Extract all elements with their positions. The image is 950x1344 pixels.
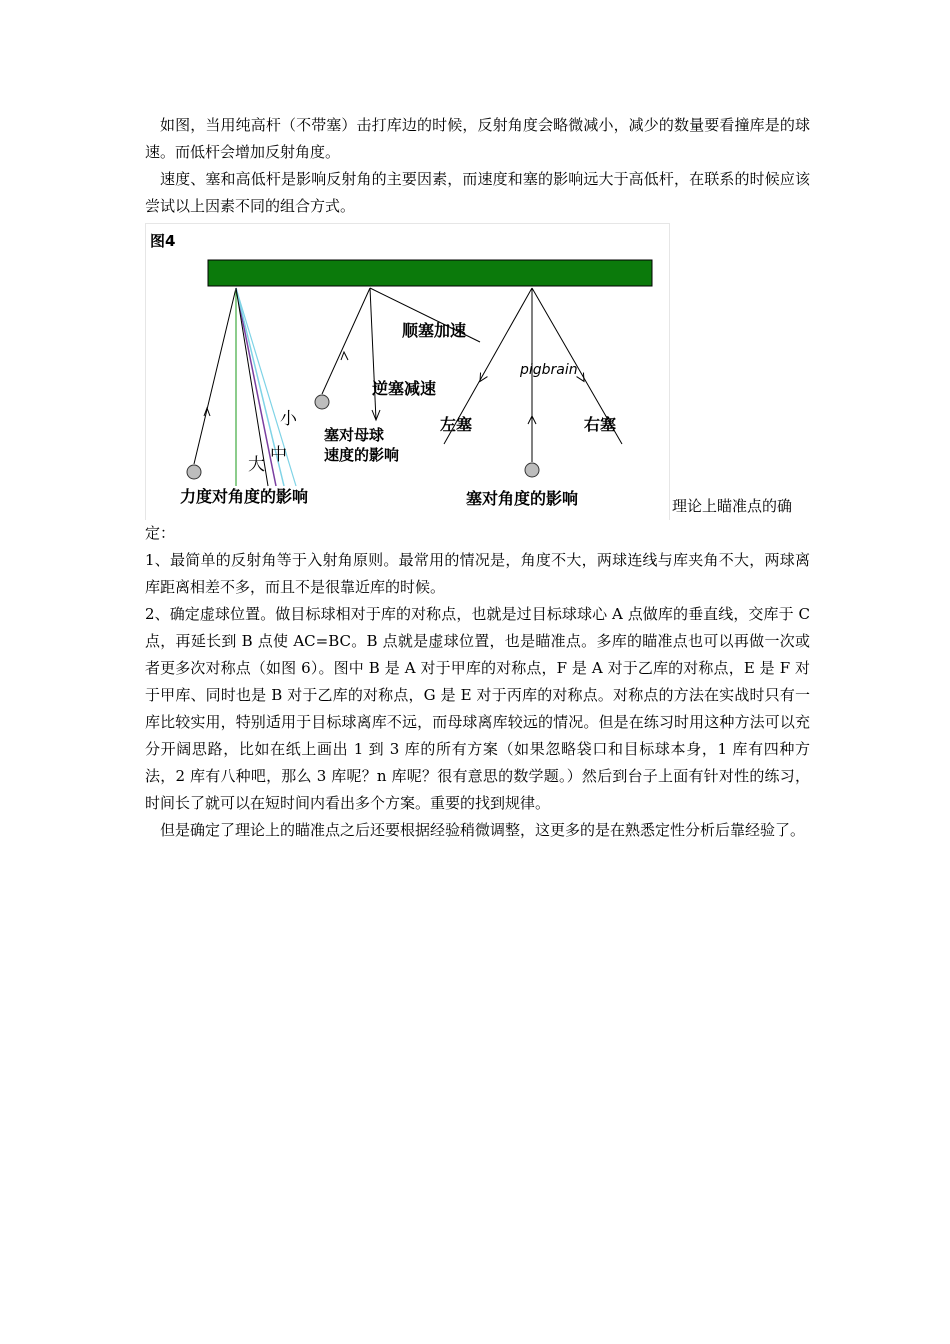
incoming-line-1	[194, 288, 236, 464]
figure-4	[145, 223, 670, 520]
paragraph-aim-point-head: 理论上瞄准点的确	[672, 497, 793, 515]
incoming-line-2	[322, 288, 370, 394]
cue-ball-2	[315, 395, 329, 409]
figure-row	[145, 222, 810, 520]
label-reverse-slow: 逆塞减速	[372, 379, 437, 398]
paragraph-cushion-intro: 如图，当用纯高杆（不带塞）击打库边的时候，反射角度会略微减小，减少的数量要看撞库是的球速。而低杆会增加反射角度。	[145, 116, 810, 161]
arrow-up-icon	[204, 408, 210, 416]
caption-angle: 塞对角度的影响	[466, 489, 579, 508]
label-medium: 中	[270, 445, 287, 465]
cushion-bar	[208, 260, 652, 286]
cue-ball-1	[187, 465, 201, 479]
reflect-line-reverse	[370, 288, 376, 420]
label-follow-speed: 顺塞加速	[402, 321, 467, 340]
label-small: 小	[280, 409, 297, 429]
arrow-icon	[477, 373, 488, 384]
caption-speed-line1: 塞对母球	[324, 426, 385, 444]
document-page	[145, 112, 810, 844]
figure-tag: 图4	[150, 232, 176, 250]
watermark-text: pigbrain	[520, 362, 578, 378]
paragraph-conclusion: 但是确定了理论上的瞄准点之后还要根据经验稍微调整，这更多的是在熟悉定性分析后靠经验了。	[160, 821, 806, 839]
paragraph-rule-1: 1、最简单的反射角等于入射角原则。最常用的情况是，角度不大，两球连线与库夹角不大，两球离库距离相差不多，而且不是很靠近库的时候。	[145, 551, 810, 596]
arrow-up-icon	[341, 352, 348, 360]
paragraph-rule-2: 2、确定虚球位置。做目标球相对于库的对称点，也就是过目标球球心 A 点做库的垂直线，交库于 C 点，再延长到 B 点使 AC=BC。B 点就是虚球位置，也是瞄准点。多库的瞄准点也可以再做一次或者更多次对称点（如图 6）。图中 B 是 A 对于甲库的对称点，F 是 A 对于乙库的对称点，E 是 F 对于甲库、同时也是 B 对于乙库的对称点，G 是 E 对于丙库的对称点。对称点的方法在实战时只有一库比较实用，特别适用于目标球离库不远，而母球离库较远的情况。但是在练习时用这种方法可以充分开阔思路，比如在纸上画出 1 到 3 库的所有方案（如果忽略袋口和目标球本身，1 库有四种方法，2 库有八种吧，那么 3 库呢？n 库呢？很有意思的数学题。）然后到台子上面有针对性的练习，时间长了就可以在短时间内看出多个方案。重要的找到规律。	[145, 605, 810, 812]
cue-ball-3	[525, 463, 539, 477]
paragraph-factors: 速度、塞和高低杆是影响反射角的主要因素，而速度和塞的影响远大于高低杆，在联系的时候应该尝试以上因素不同的组合方式。	[145, 170, 810, 215]
caption-force: 力度对角度的影响	[180, 487, 309, 506]
caption-speed-line2: 速度的影响	[324, 446, 400, 464]
label-left-english: 左塞	[440, 415, 473, 434]
paragraph-aim-point-tail: 定：	[145, 524, 176, 542]
label-large: 大	[248, 455, 265, 475]
reflect-line-small	[236, 288, 296, 486]
figure-4-diagram	[146, 224, 669, 520]
label-right-english: 右塞	[584, 415, 617, 434]
